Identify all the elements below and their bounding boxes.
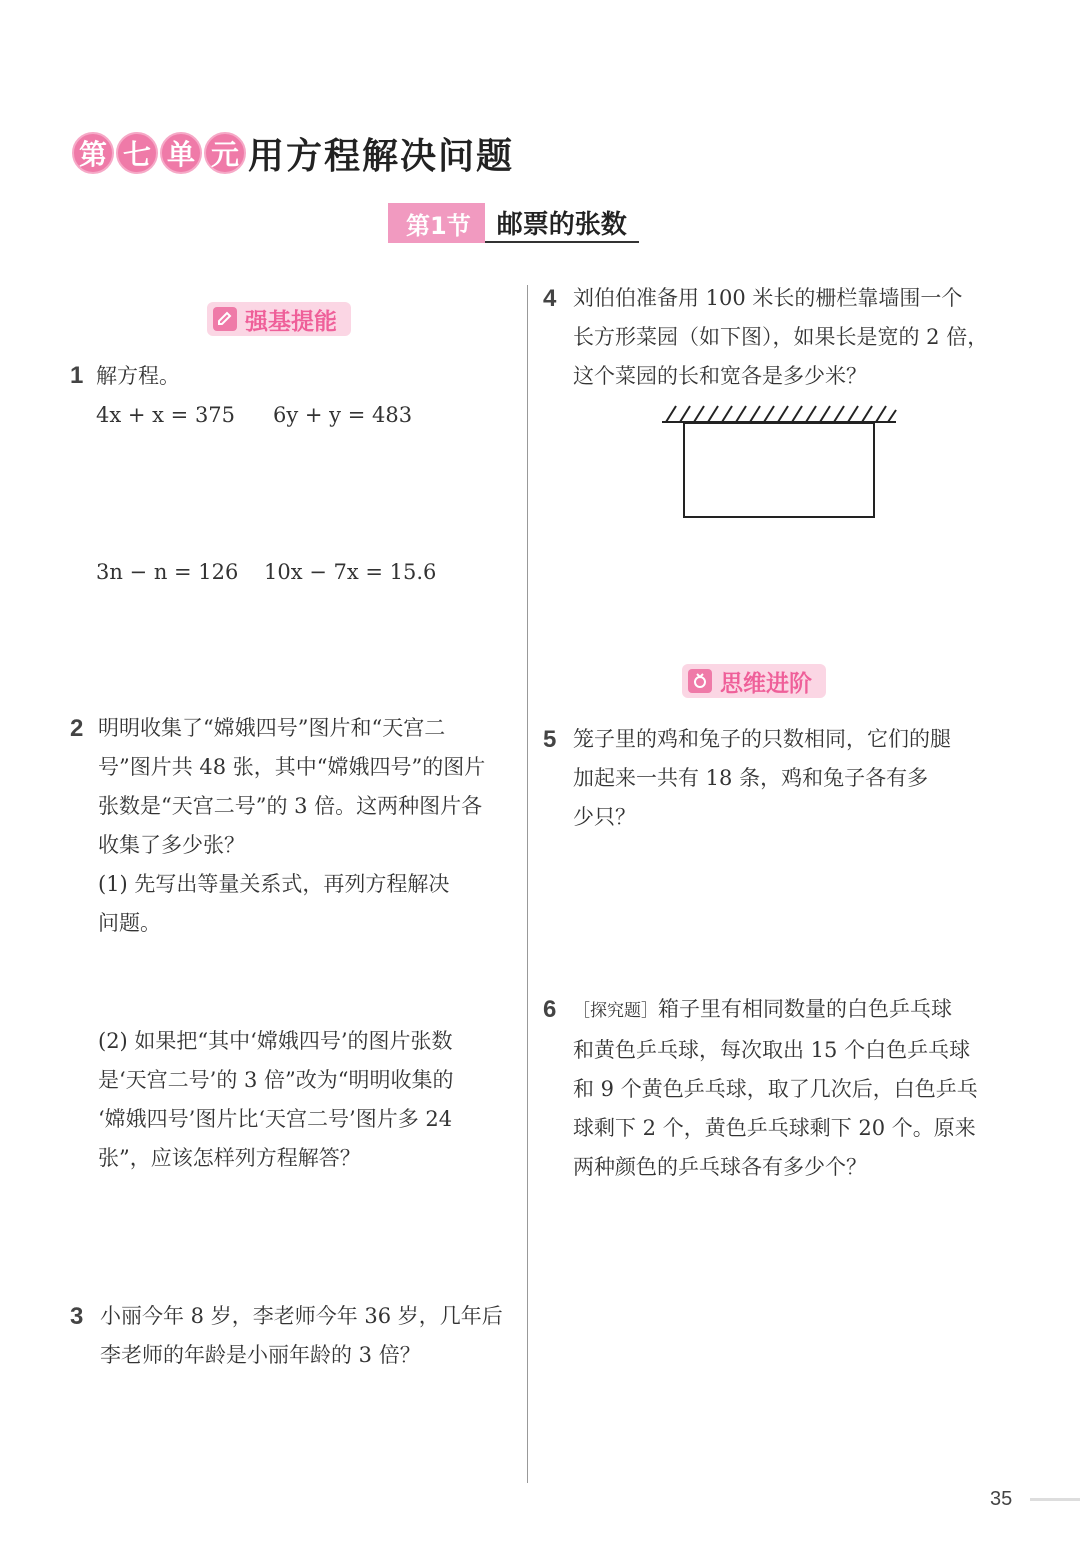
text-line: 号”图片共 48 张，其中“嫦娥四号”的图片 — [98, 755, 486, 779]
wall-hatching — [666, 406, 896, 422]
question-tag: ［探究题］ — [573, 1001, 658, 1021]
question-text — [573, 720, 951, 837]
section-header — [388, 203, 639, 243]
equation: 3n − n = 126 — [96, 560, 239, 584]
text-line: 和 9 个黄色乒乓球，取了几次后，白色乒乓 — [573, 1077, 978, 1101]
text-line: 李老师的年龄是小丽年龄的 3 倍？ — [100, 1343, 421, 1367]
unit-title: 用方程解决问题 — [248, 136, 515, 177]
question-number: 2 — [70, 715, 84, 742]
question-number: 6 — [543, 996, 557, 1023]
text-line: 和黄色乒乓球，每次取出 15 个白色乒乓球 — [573, 1038, 971, 1062]
equation: 4x + x = 375 — [96, 403, 236, 427]
text-line: 小丽今年 8 岁，李老师今年 36 岁，几年后 — [100, 1304, 503, 1328]
garden-rectangle — [684, 423, 874, 517]
text-line: 这个菜园的长和宽各是多少米？ — [573, 364, 867, 388]
unit-char: 七 — [116, 132, 158, 174]
advanced-badge — [682, 664, 826, 698]
text-line: ‘嫦娥四号’图片比‘天宫二号’图片多 24 — [98, 1107, 453, 1131]
unit-tag — [72, 132, 246, 174]
unit-char: 单 — [160, 132, 202, 174]
badge-label: 思维进阶 — [720, 670, 812, 697]
text-line: 张数是“天宫二号”的 3 倍。这两种图片各 — [98, 794, 483, 818]
question-number: 3 — [70, 1303, 84, 1330]
text-line: 少只？ — [573, 805, 636, 829]
text-line: 加起来一共有 18 条，鸡和兔子各有多 — [573, 766, 929, 790]
garden-diagram — [660, 402, 900, 522]
page-number-line — [1030, 1498, 1080, 1501]
text-line: (1) 先写出等量关系式，再列方程解决 — [98, 872, 450, 896]
text-line: 两种颜色的乒乓球各有多少个？ — [573, 1155, 867, 1179]
unit-char: 第 — [72, 132, 114, 174]
text-line: 明明收集了“嫦娥四号”图片和“天宫二 — [98, 716, 446, 740]
text-line-rest: 箱子里有相同数量的白色乒乓球 — [658, 997, 952, 1021]
question-text: 解方程。 — [96, 364, 180, 388]
text-line: 收集了多少张？ — [98, 833, 245, 857]
text-line — [573, 990, 978, 1031]
text-line: 长方形菜园（如下图），如果长是宽的 2 倍， — [573, 325, 989, 349]
question-number: 4 — [543, 285, 557, 312]
basic-badge — [207, 302, 351, 336]
text-line: 是‘天宫二号’的 3 倍”改为“明明收集的 — [98, 1068, 454, 1092]
text-line: 球剩下 2 个，黄色乒乓球剩下 20 个。原来 — [573, 1116, 976, 1140]
question-text — [100, 1297, 503, 1375]
section-title: 邮票的张数 — [485, 203, 639, 243]
column-divider — [527, 285, 528, 1483]
text-line: 笼子里的鸡和兔子的只数相同，它们的腿 — [573, 727, 951, 751]
section-tag: 第1节 — [388, 203, 485, 243]
medal-icon — [688, 669, 712, 693]
question-text — [98, 709, 485, 943]
pencil-icon — [213, 307, 237, 331]
text-line: (2) 如果把“其中‘嫦娥四号’的图片张数 — [98, 1029, 453, 1053]
text-line: 问题。 — [98, 911, 161, 935]
badge-label: 强基提能 — [245, 308, 337, 335]
unit-char: 元 — [204, 132, 246, 174]
equation: 10x − 7x = 15.6 — [264, 560, 437, 584]
question-number: 5 — [543, 726, 557, 753]
text-line: 刘伯伯准备用 100 米长的栅栏靠墙围一个 — [573, 286, 963, 310]
equation: 6y + y = 483 — [273, 403, 413, 427]
question-number: 1 — [70, 362, 84, 389]
question-subpart — [98, 1022, 454, 1178]
question-text — [573, 990, 978, 1187]
page-number: 35 — [990, 1488, 1013, 1510]
text-line: 张”，应该怎样列方程解答？ — [98, 1146, 361, 1170]
question-text — [573, 279, 988, 396]
